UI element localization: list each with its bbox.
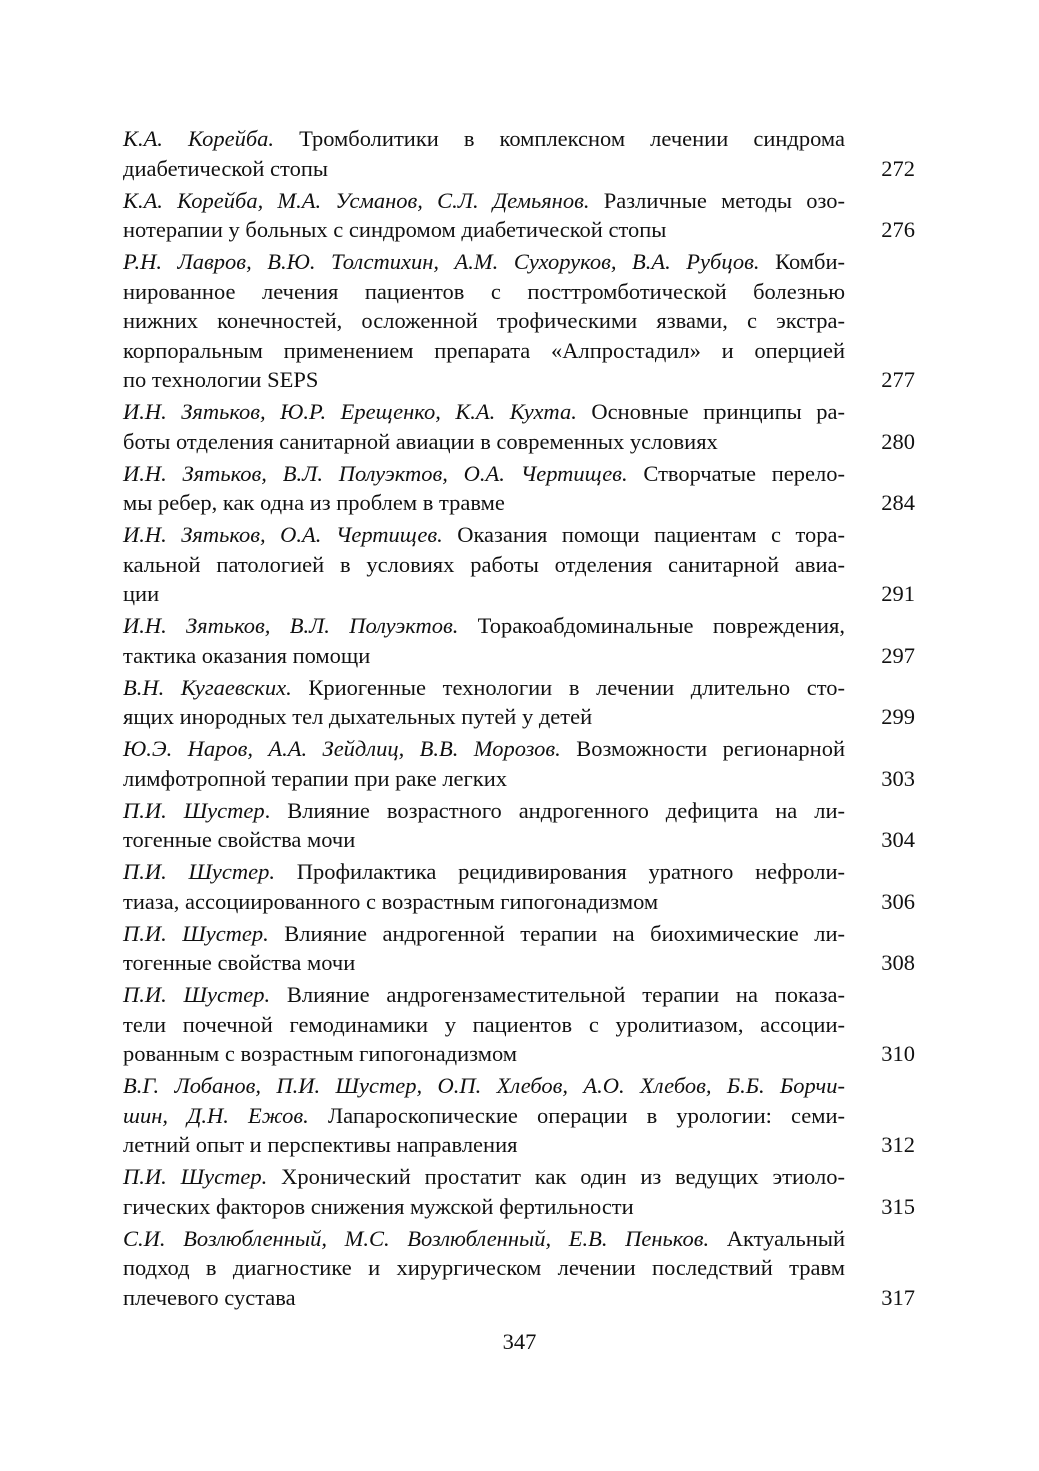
toc-entry-line: [0, 1010, 1039, 1040]
toc-entry: [0, 247, 1039, 395]
toc-entry-title: Актуальный: [709, 1225, 845, 1251]
toc-entry: [0, 397, 1039, 456]
toc-entry-title: Торакоабдоминальные повреждения,: [458, 613, 846, 638]
toc-entry: [0, 611, 1039, 670]
toc-entry-line: [0, 154, 1039, 184]
toc-entry-title: Различные методы озо-: [589, 187, 845, 213]
toc-entry-page-number: 276: [881, 217, 915, 242]
toc-entry-line: [0, 1101, 1039, 1131]
toc-entry-title: мы ребер, как одна из проблем в травме: [123, 490, 505, 515]
toc-entry-title: ящих инородных тел дыхательных путей у детей: [123, 704, 593, 729]
toc-entry-title: Профилактика рецидивирования уратного нефроли-: [275, 859, 845, 884]
toc-entry-line: [0, 550, 1039, 580]
toc-entry-line: [0, 919, 1039, 949]
toc-entry-text: [123, 1071, 845, 1101]
toc-entry-line: [0, 336, 1039, 366]
toc-entry-line: [0, 488, 1039, 518]
toc-entry-title: нижних конечностей, осложенной трофическими язвами, с экстра-: [123, 308, 845, 333]
toc-entry-line: [0, 796, 1039, 826]
toc-entry-text: [123, 1010, 845, 1040]
toc-entry-text: [123, 154, 845, 184]
toc-entry-text: [123, 1192, 845, 1222]
toc-entry-page-number: 304: [881, 827, 915, 852]
toc-entry-title: Влияние андрогензаместительной терапии на показа-: [270, 982, 845, 1007]
toc-entry-title: Основные принципы ра-: [576, 399, 845, 424]
toc-entry-page-number: 299: [881, 704, 915, 729]
toc-entry-line: [0, 1283, 1039, 1313]
toc-entry-text: [123, 1253, 845, 1283]
toc-entry-text: [123, 919, 845, 949]
toc-entry-text: [123, 124, 845, 154]
toc-entry-line: [0, 520, 1039, 550]
toc-entry-text: [123, 1283, 845, 1313]
toc-entry: [0, 1224, 1039, 1313]
toc-entry-text: [123, 1039, 845, 1069]
toc-entry-authors: Р.Н. Лавров, В.Ю. Толстихин, А.М. Сухоруков, В.А. Рубцов.: [123, 249, 760, 274]
toc-entry-text: [123, 1162, 845, 1192]
toc-entry-text: [123, 247, 845, 277]
toc-entry-page-number: 297: [881, 642, 915, 668]
toc-entry: [0, 520, 1039, 609]
toc-entry-text: [123, 427, 845, 457]
toc-entry-authors: Ю.Э. Наров, А.А. Зейдлиц, В.В. Морозов.: [123, 736, 561, 761]
toc-entry-text: [123, 215, 845, 245]
toc-entry-title: Тромболитики в комплексном лечении синдрома: [274, 126, 845, 151]
toc-entry-title: . Влияние возрастного андрогенного дефицита на ли-: [264, 797, 845, 823]
toc-entry-title: нотерапии у больных с синдромом диабетической стопы: [123, 217, 667, 242]
toc-entry-title: боты отделения санитарной авиации в современных условиях: [123, 428, 718, 454]
toc-entry-text: [123, 1101, 845, 1131]
toc-entry: [0, 1162, 1039, 1221]
toc-entry-title: тели почечной гемодинамики у пациентов с уролитиазом, ассоции-: [123, 1011, 845, 1037]
toc-entry-title: плечевого сустава: [123, 1284, 296, 1310]
toc-entry-title: Возможности регионарной: [560, 736, 845, 761]
toc-entry-line: [0, 306, 1039, 336]
toc-entry-text: [123, 887, 845, 917]
toc-entry-text: [123, 734, 845, 764]
toc-entry: [0, 1071, 1039, 1160]
toc-entry-line: [0, 1130, 1039, 1160]
toc-entry-title: лимфотропной терапии при раке легких: [123, 765, 507, 791]
toc-entry-line: [0, 1253, 1039, 1283]
toc-entry-page-number: 303: [881, 765, 915, 791]
toc-entry-line: [0, 1192, 1039, 1222]
toc-entry-title: по технологии SEPS: [123, 367, 319, 392]
toc-entry-text: [123, 611, 845, 641]
toc-entry: [0, 734, 1039, 793]
toc-entry-line: [0, 247, 1039, 277]
toc-entry-title: Створчатые перело-: [627, 460, 845, 486]
toc-entry-authors: П.И. Шустер.: [123, 982, 271, 1007]
toc-entry-title: гических факторов снижения мужской фертильности: [123, 1193, 634, 1219]
toc-entry-title: Лапароскопические операции в урологии: семи-: [308, 1102, 846, 1128]
toc-entry-title: подход в диагностике и хирургическом лечении последствий травм: [123, 1255, 845, 1280]
toc-entry-line: [0, 459, 1039, 489]
toc-entry-line: [0, 673, 1039, 703]
toc-entry-line: [0, 186, 1039, 216]
toc-entry-page-number: 277: [881, 367, 915, 392]
toc-entry-title: рованным с возрастным гипогонадизмом: [123, 1041, 518, 1066]
toc-entry-line: [0, 857, 1039, 887]
toc-entry-authors: И.Н. Зятьков, В.Л. Полуэктов, О.А. Чертищев.: [123, 460, 628, 486]
table-of-contents: [0, 124, 1039, 1312]
toc-entry-page-number: 291: [881, 581, 915, 606]
toc-entry-text: [123, 579, 845, 609]
toc-entry-title: летний опыт и перспективы направления: [123, 1132, 518, 1157]
toc-entry-authors: шин, Д.Н. Ежов.: [123, 1102, 309, 1128]
toc-entry-page-number: 280: [881, 428, 915, 454]
toc-entry-line: [0, 215, 1039, 245]
toc-entry-authors: К.А. Корейба, М.А. Усманов, С.Л. Демьянов.: [123, 187, 590, 213]
toc-entry-title: диабетической стопы: [123, 155, 328, 181]
toc-entry-title: корпоральным применением препарата «Алпростадил» и оперцией: [123, 337, 845, 363]
toc-entry-text: [123, 641, 845, 671]
toc-entry-authors: В.Г. Лобанов, П.И. Шустер, О.П. Хлебов, А.О. Хлебов, Б.Б. Борчи-: [123, 1073, 845, 1098]
toc-entry: [0, 673, 1039, 732]
toc-entry-text: [123, 520, 845, 550]
toc-entry-page-number: 308: [881, 950, 915, 975]
toc-entry: [0, 124, 1039, 183]
toc-entry-line: [0, 427, 1039, 457]
toc-entry-text: [123, 550, 845, 580]
toc-entry-text: [123, 825, 845, 855]
toc-entry-authors: В.Н. Кугаевских.: [123, 674, 292, 700]
toc-entry-authors: И.Н. Зятьков, О.А. Чертищев.: [123, 522, 443, 547]
toc-entry-title: тогенные свойства мочи: [123, 827, 356, 852]
toc-entry-page-number: 284: [881, 490, 915, 515]
toc-entry-page-number: 315: [881, 1193, 915, 1219]
toc-entry-page-number: 272: [881, 155, 915, 181]
toc-entry-title: Оказания помощи пациентам с тора-: [442, 522, 845, 547]
toc-entry-text: [123, 796, 845, 826]
toc-entry-text: [123, 306, 845, 336]
toc-entry-line: [0, 365, 1039, 395]
toc-entry-text: [123, 397, 845, 427]
toc-entry-text: [123, 488, 845, 518]
toc-entry-text: [123, 277, 845, 307]
toc-entry-text: [123, 336, 845, 366]
toc-entry-text: [123, 1224, 845, 1254]
toc-entry-title: Комби-: [759, 249, 845, 274]
toc-entry-authors: И.Н. Зятьков, Ю.Р. Ерещенко, К.А. Кухта.: [123, 399, 577, 424]
toc-entry-text: [123, 1130, 845, 1160]
toc-entry-authors: С.И. Возлюбленный, М.С. Возлюбленный, Е.В. Пеньков.: [123, 1225, 710, 1251]
toc-entry: [0, 796, 1039, 855]
toc-entry-line: [0, 277, 1039, 307]
toc-entry-text: [123, 980, 845, 1010]
toc-entry-title: Хронический простатит как один из ведущих этиоло-: [267, 1164, 845, 1189]
toc-entry-line: [0, 734, 1039, 764]
toc-entry-text: [123, 702, 845, 732]
toc-entry-title: Влияние андрогенной терапии на биохимические ли-: [268, 920, 845, 946]
toc-entry-title: Криогенные технологии в лечении длительно сто-: [291, 674, 846, 700]
toc-entry-text: [123, 673, 845, 703]
toc-entry-text: [123, 459, 845, 489]
toc-entry-text: [123, 186, 845, 216]
toc-entry-line: [0, 611, 1039, 641]
toc-entry-authors: П.И. Шустер.: [123, 920, 269, 946]
toc-entry-page-number: 312: [881, 1132, 915, 1157]
toc-entry-title: нированное лечения пациентов с посттромботической болезнью: [123, 278, 845, 304]
toc-entry-line: [0, 948, 1039, 978]
toc-entry-line: [0, 1039, 1039, 1069]
toc-entry-authors: И.Н. Зятьков, В.Л. Полуэктов.: [123, 613, 459, 638]
toc-entry-title: ции: [123, 581, 160, 606]
toc-entry-line: [0, 887, 1039, 917]
toc-entry-text: [123, 857, 845, 887]
toc-entry-line: [0, 1162, 1039, 1192]
toc-entry-authors: П.И. Шустер.: [123, 859, 275, 884]
toc-entry-line: [0, 825, 1039, 855]
toc-entry-page-number: 317: [881, 1284, 915, 1310]
toc-entry: [0, 919, 1039, 978]
toc-entry: [0, 186, 1039, 245]
toc-entry-text: [123, 764, 845, 794]
toc-entry-authors: П.И. Шустер.: [123, 1164, 268, 1189]
toc-entry-line: [0, 702, 1039, 732]
toc-entry-line: [0, 1071, 1039, 1101]
toc-entry-line: [0, 1224, 1039, 1254]
toc-entry: [0, 857, 1039, 916]
toc-entry-title: тактика оказания помощи: [123, 642, 371, 668]
toc-entry-line: [0, 397, 1039, 427]
toc-entry-text: [123, 365, 845, 395]
toc-entry-page-number: 310: [881, 1041, 915, 1066]
toc-entry-title: тиаза, ассоциированного с возрастным гипогонадизмом: [123, 888, 659, 914]
toc-entry-line: [0, 980, 1039, 1010]
toc-entry-page-number: 306: [881, 888, 915, 914]
toc-entry-line: [0, 124, 1039, 154]
toc-entry: [0, 980, 1039, 1069]
toc-entry-line: [0, 579, 1039, 609]
toc-entry-line: [0, 641, 1039, 671]
toc-entry-authors: П.И. Шустер: [123, 797, 265, 823]
toc-entry-title: кальной патологией в условиях работы отделения санитарной авиа-: [123, 551, 845, 577]
toc-entry-authors: К.А. Корейба.: [123, 126, 275, 151]
toc-entry-line: [0, 764, 1039, 794]
toc-entry: [0, 459, 1039, 518]
toc-entry-title: тогенные свойства мочи: [123, 950, 356, 975]
toc-entry-text: [123, 948, 845, 978]
page-number-footer: 347: [502, 1329, 537, 1354]
